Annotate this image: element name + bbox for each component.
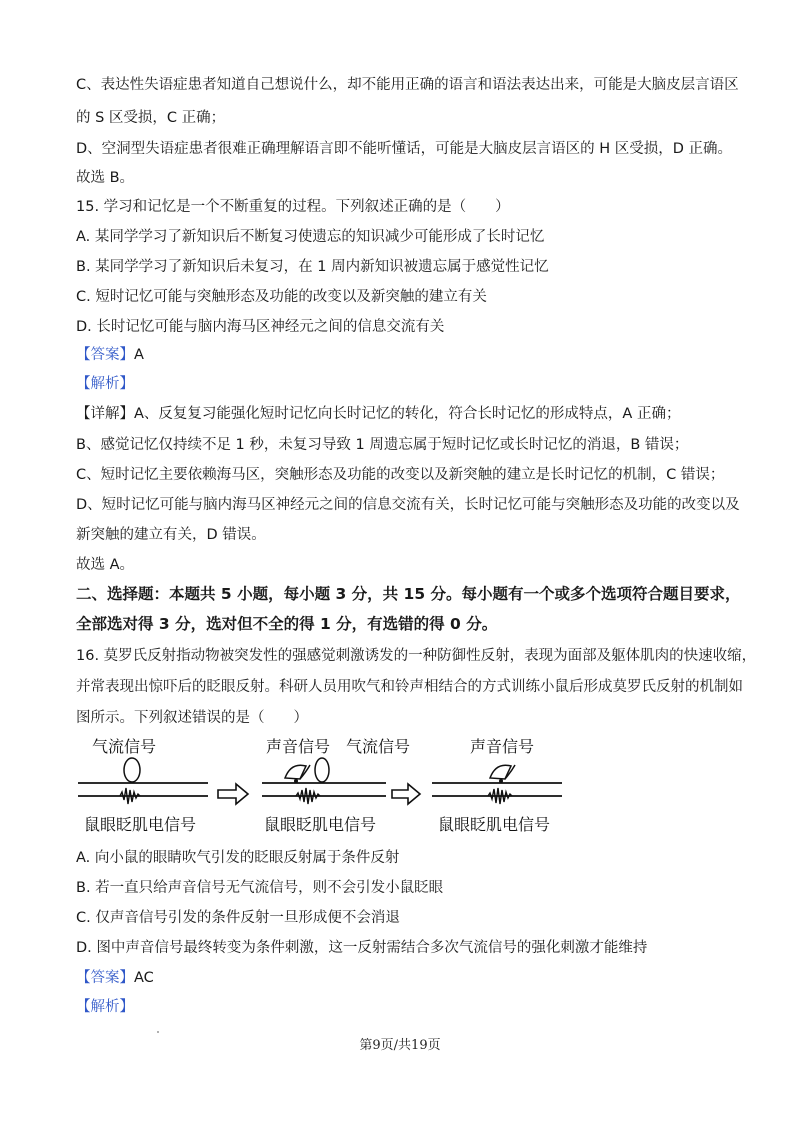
- bell-icon: [490, 765, 515, 783]
- q16-analysis-label: 【解析】: [76, 999, 134, 1015]
- q15-answer: [76, 345, 144, 365]
- q16-stem-2: 并常表现出惊吓后的眨眼反射。科研人员用吹气和铃声相结合的方式训练小鼠后形成莫罗氏反射的机制如: [76, 679, 743, 695]
- q16-stem-3: 图所示。下列叙述错误的是（ ）: [76, 710, 308, 726]
- airflow-symbol: [124, 758, 140, 782]
- answer-label: 【答案】: [76, 347, 134, 363]
- panel-2: [262, 737, 410, 834]
- panel3-top-label: 声音信号: [470, 737, 535, 756]
- detail-a-text: A、反复复习能强化短时记忆向长时记忆的转化，符合长时记忆的形成特点，A 正确；: [134, 406, 681, 422]
- panel3-bottom-label: 鼠眼眨肌电信号: [438, 815, 551, 834]
- q15-stem: 15. 学习和记忆是一个不断重复的过程。下列叙述正确的是（ ）: [76, 199, 510, 215]
- arrow-2: [392, 784, 420, 804]
- panel1-top-label: 气流信号: [92, 737, 157, 756]
- line-choose-b: 故选 B。: [76, 170, 135, 186]
- panel2-bottom-label: 鼠眼眨肌电信号: [264, 815, 377, 834]
- answer-label: 【答案】: [76, 970, 134, 986]
- q15-analysis-label: 【解析】: [76, 376, 134, 392]
- line-c-expressive: C、表达性失语症患者知道自己想说什么，却不能用正确的语言和语法表达出来，可能是大脑皮层言语区: [76, 77, 739, 93]
- panel2-top-label-b: 气流信号: [346, 737, 411, 756]
- q16-option-a: A. 向小鼠的眼睛吹气引发的眨眼反射属于条件反射: [76, 850, 400, 866]
- section-title-1: 二、选择题：本题共 5 小题，每小题 3 分，共 15 分。每小题有一个或多个选项符合题目要求，: [76, 585, 741, 603]
- bell-icon: [285, 765, 310, 783]
- q16-stem-1: 16. 莫罗氏反射指动物被突发性的强感觉刺激诱发的一种防御性反射，表现为面部及躯体肌肉的快速收缩，: [76, 648, 757, 664]
- q16-option-d: D. 图中声音信号最终转变为条件刺激，这一反射需结合多次气流信号的强化刺激才能维持: [76, 940, 648, 956]
- q16-option-c: C. 仅声音信号引发的条件反射一旦形成便不会消退: [76, 910, 400, 926]
- q15-detail-c: C、短时记忆主要依赖海马区，突触形态及功能的改变以及新突触的建立是长时记忆的机制，C 错误；: [76, 467, 725, 483]
- panel2-top-label-a: 声音信号: [266, 737, 331, 756]
- line-d-empty: D、空洞型失语症患者很难正确理解语言即不能听懂话，可能是大脑皮层言语区的 H 区受损，D 正确。: [76, 141, 733, 157]
- section-title-2: 全部选对得 3 分，选对但不全的得 1 分，有选错的得 0 分。: [76, 615, 498, 633]
- answer-value: AC: [134, 970, 154, 986]
- q16-option-b: B. 若一直只给声音信号无气流信号，则不会引发小鼠眨眼: [76, 880, 444, 896]
- page-footer: 第9页/共19页: [359, 1038, 441, 1053]
- mechanism-diagram: [70, 732, 590, 842]
- q15-option-d: D. 长时记忆可能与脑内海马区神经元之间的信息交流有关: [76, 319, 445, 335]
- q15-detail-d: D、短时记忆可能与脑内海马区神经元之间的信息交流有关，长时记忆可能与突触形态及功能的改变以及: [76, 497, 740, 513]
- q15-option-c: C. 短时记忆可能与突触形态及功能的改变以及新突触的建立有关: [76, 289, 487, 305]
- scan-dot: [157, 1031, 159, 1033]
- detail-label: 【详解】: [76, 406, 134, 422]
- q15-detail-b: B、感觉记忆仅持续不足 1 秒，未复习导致 1 周遗忘属于短时记忆或长时记忆的消退，B 错误；: [76, 437, 689, 453]
- q15-detail-a: [76, 404, 680, 424]
- q16-answer: [76, 968, 154, 988]
- q15-choose-a: 故选 A。: [76, 557, 135, 573]
- q15-option-b: B. 某同学学习了新知识后未复习，在 1 周内新知识被遗忘属于感觉性记忆: [76, 259, 549, 275]
- panel1-bottom-label: 鼠眼眨肌电信号: [84, 815, 197, 834]
- q15-detail-d-cont: 新突触的建立有关，D 错误。: [76, 527, 266, 543]
- q15-option-a: A. 某同学学习了新知识后不断复习使遗忘的知识减少可能形成了长时记忆: [76, 229, 545, 245]
- panel-1: [78, 737, 208, 834]
- arrow-1: [218, 784, 248, 804]
- panel-3: [432, 737, 562, 834]
- airflow-symbol: [315, 758, 329, 782]
- line-c-continued: 的 S 区受损，C 正确；: [76, 110, 226, 126]
- answer-value: A: [134, 347, 144, 363]
